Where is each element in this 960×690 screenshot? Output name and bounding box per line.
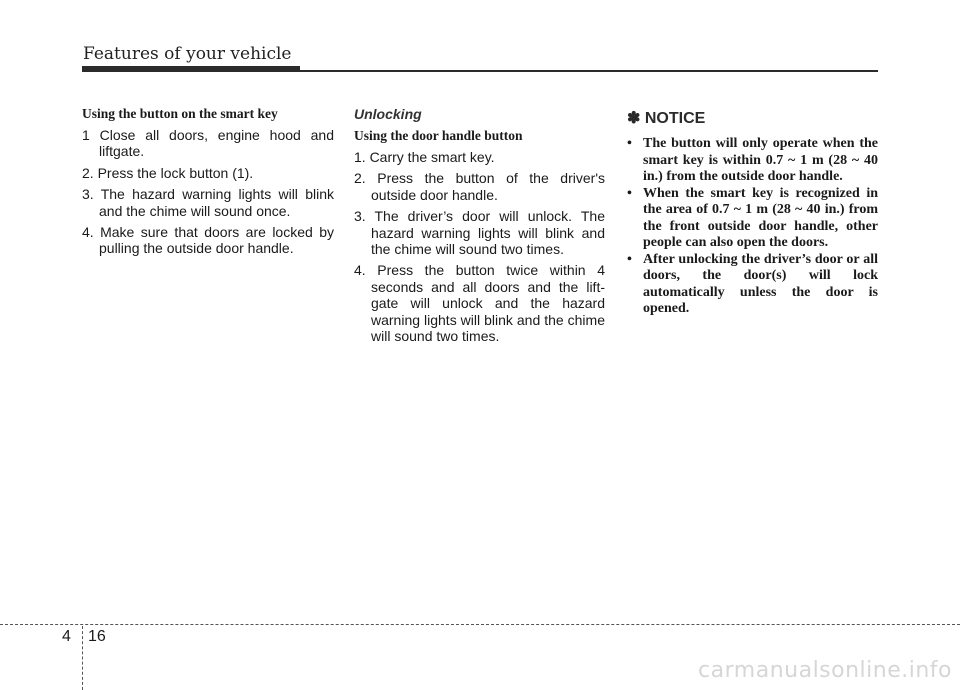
smart-key-subheading: Using the button on the smart key	[82, 106, 278, 121]
notice-text: When the smart key is recognized in the area of 0.7 ~ 1 m (28 ~ 40 in.) from the front outside door handle, other people can also open the doors.	[643, 185, 878, 250]
door-handle-subheading: Using the door handle button	[354, 128, 523, 143]
bullet-icon: •	[627, 136, 632, 151]
notice-list	[627, 136, 878, 318]
lock-steps-list	[82, 127, 334, 257]
page-header-title: Features of your vehicle	[83, 44, 292, 64]
header-rule	[300, 70, 878, 72]
bullet-icon: •	[627, 185, 632, 201]
middle-column	[354, 106, 605, 349]
list-item: 4. Press the button twice within 4 seconds and all doors and the lift-gate will unlock and the hazard warning lights will blink and the chime will sound two times.	[354, 262, 605, 345]
list-item: 3. The driver’s door will unlock. The hazard warning lights will blink and the chime will sound two times.	[354, 208, 605, 258]
list-item: 2. Press the lock button (1).	[82, 164, 254, 181]
unlock-steps-list	[354, 149, 605, 344]
footer-vertical-divider	[82, 626, 83, 690]
list-item: 3. The hazard warning lights will blink and the chime will sound once.	[82, 186, 334, 219]
header-bar	[82, 66, 300, 72]
notice-column	[627, 106, 878, 318]
list-item: 1 Close all doors, engine hood and liftgate.	[82, 127, 334, 160]
notice-text: The button will only operate when the smart key is within 0.7 ~ 1 m (28 ~ 40 in.) from the outside door handle.	[643, 136, 878, 184]
list-item	[627, 136, 878, 186]
chapter-number: 4	[62, 628, 71, 645]
notice-title: ✽ NOTICE	[627, 110, 706, 127]
left-column	[82, 106, 334, 262]
page-number: 16	[88, 628, 106, 645]
bullet-icon: •	[627, 251, 632, 267]
list-item: 2. Press the button of the driver's outside door handle.	[354, 170, 605, 203]
list-item	[627, 186, 878, 252]
notice-text: After unlocking the driver’s door or all doors, the door(s) will lock automatically unless the door is opened.	[643, 251, 878, 316]
footer-divider	[0, 624, 960, 625]
list-item	[627, 252, 878, 318]
unlocking-title: Unlocking	[354, 106, 422, 122]
list-item: 1. Carry the smart key.	[354, 149, 495, 165]
watermark: carmanualsonline.info	[698, 658, 952, 683]
list-item: 4. Make sure that doors are locked by pulling the outside door handle.	[82, 224, 334, 257]
